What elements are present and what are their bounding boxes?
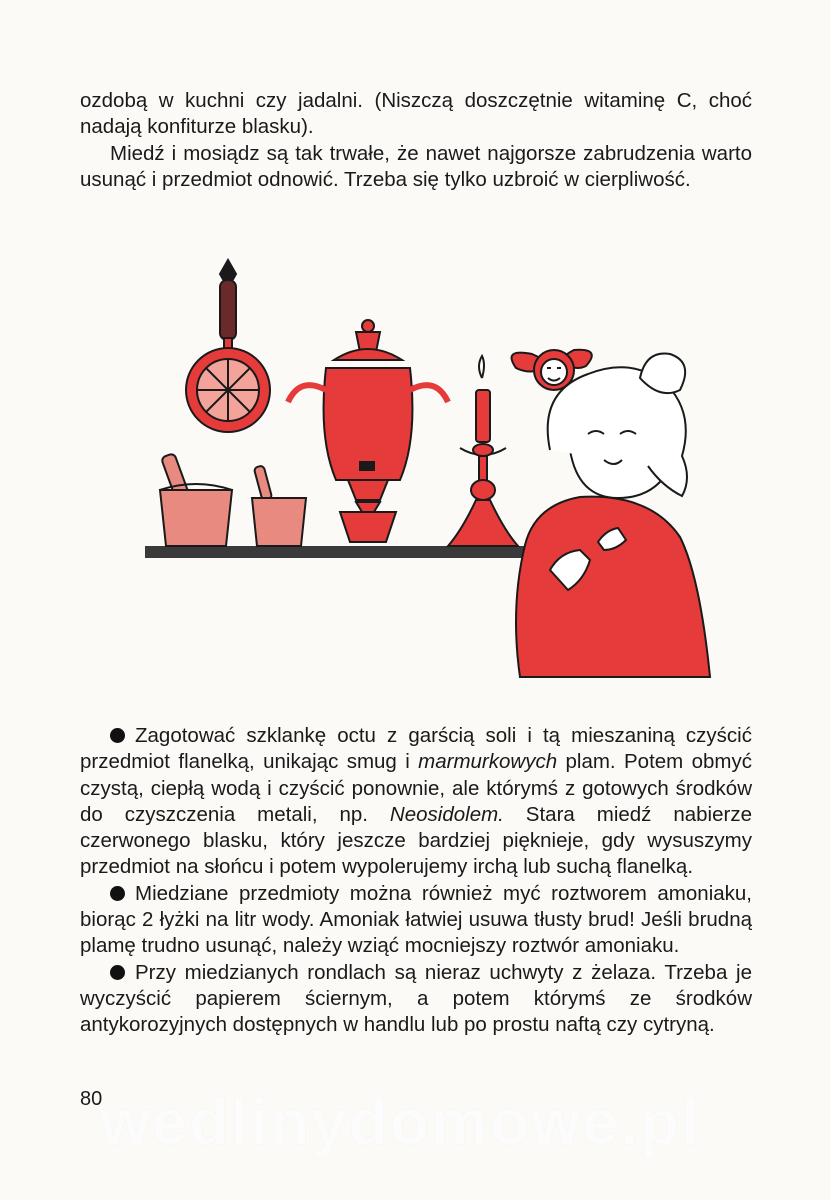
bullet-dot — [110, 965, 125, 980]
paragraph-2: Miedź i mosiądz są tak trwałe, że nawet najgorsze zabrudzenia warto usunąć i przedmiot odnowić. Trzeba się tylko uzbroić w cierpliwość. — [80, 141, 752, 191]
shelf — [145, 546, 570, 558]
candlestick-icon — [448, 356, 518, 546]
mortar-large-icon — [160, 453, 232, 546]
page-number: 80 — [80, 1088, 103, 1110]
hanging-pan-icon — [186, 260, 270, 432]
bullet-paragraph-1: Zagotować szklankę octu z garścią soli i tą mieszaniną czyścić przedmiot flanelką, unikając smug i marmurkowych plam. Potem obmyć czystą, ciepłą wodą i czyścić ponownie, ale którymś z gotowych środków do czyszczenia metali, np. Neosidolem. Stara miedź nabierze czerwonego blasku, który jeszcze bardziej pięknieje, gdy wysuszymy przedmiot na słońcu i potem wypolerujemy irchą lub suchą flanelką. — [80, 724, 752, 879]
top-text — [80, 88, 752, 193]
bullet-dot — [110, 886, 125, 901]
bullet-dot — [110, 728, 125, 743]
paragraph-1: ozdobą w kuchni czy jadalni. (Niszczą doszczętnie witaminę C, choć nadają konfiturze blasku). — [80, 89, 752, 139]
bullet-paragraph-3: Przy miedzianych rondlach są nieraz uchwyty z żelaza. Trzeba je wyczyścić papierem ściernym, a potem którymś ze środków antykorozyjnych dostępnych w handlu lub po prostu naftą czy cytryną. — [80, 960, 752, 1037]
samovar-icon — [288, 320, 448, 542]
copperware-illustration — [120, 250, 720, 690]
watermark: wedlinydomowe.pl — [100, 1086, 701, 1158]
instructions — [80, 723, 752, 1039]
bullet-paragraph-2: Miedziane przedmioty można również myć roztworem amoniaku, biorąc 2 łyżki na litr wody. Amoniak łatwiej usuwa tłusty brud! Jeśli brudną plamę trudno usunąć, należy wziąć mocniejszy roztwór amoniaku. — [80, 881, 752, 958]
mortar-small-icon — [252, 465, 306, 546]
woman-figure — [516, 354, 710, 678]
